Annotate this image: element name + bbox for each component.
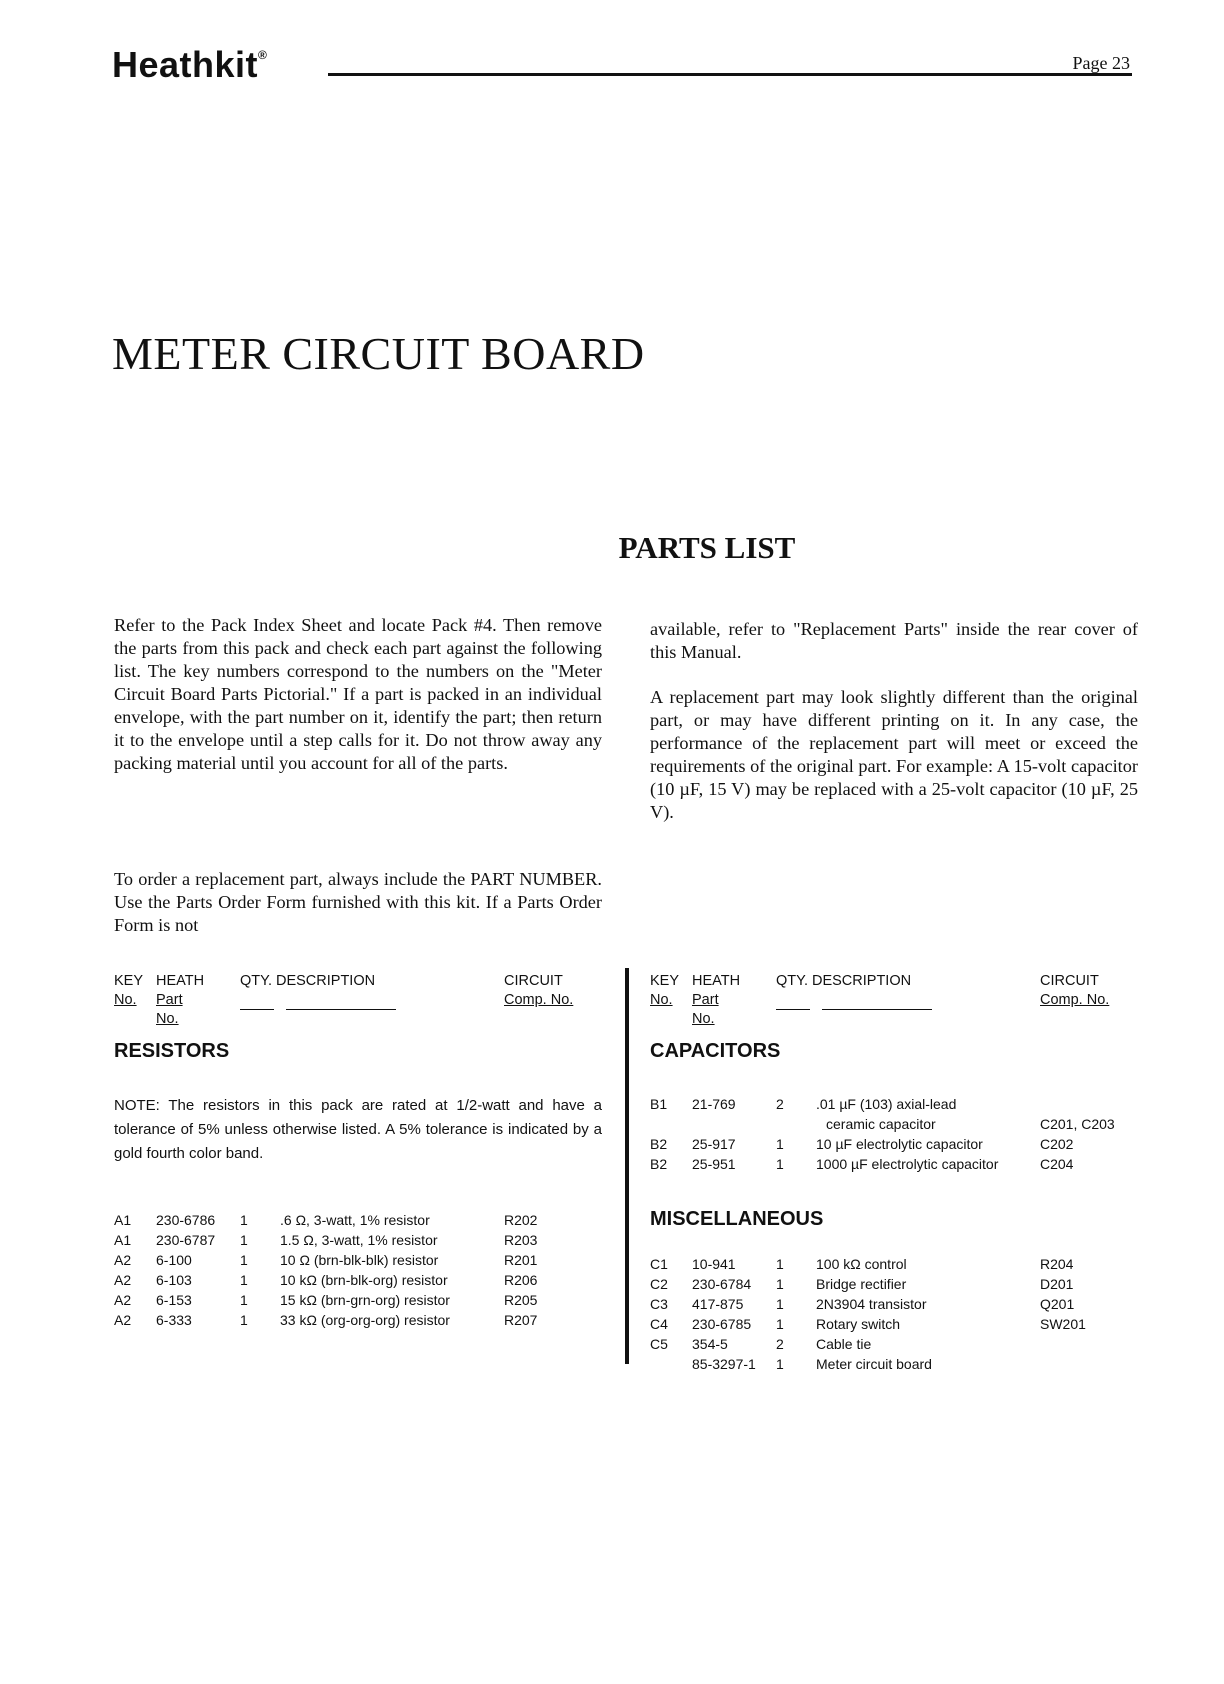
row-desc-continued: ceramic capacitor	[826, 1116, 936, 1132]
row-part: 417-875	[692, 1296, 744, 1312]
col-heath-partno: Part No.	[156, 992, 183, 1027]
row-comp: R205	[504, 1292, 538, 1308]
row-desc: 2N3904 transistor	[816, 1296, 927, 1312]
order-paragraph: To order a replacement part, always include the PART NUMBER. Use the Parts Order Form furnished with this kit. If a Parts Order Form is not	[114, 869, 602, 935]
row-qty: 2	[776, 1096, 784, 1112]
column-divider	[625, 968, 629, 1364]
row-part: 230-6784	[692, 1276, 752, 1292]
row-desc: 10 kΩ (brn-blk-org) resistor	[280, 1272, 448, 1288]
row-qty: 1	[240, 1212, 248, 1228]
row-key: C1	[650, 1256, 668, 1272]
col-circuit-comp: Comp. No.	[1040, 992, 1110, 1008]
table-row	[114, 1290, 604, 1310]
miscellaneous-heading: MISCELLANEOUS	[650, 1208, 824, 1230]
row-comp: D201	[1040, 1276, 1074, 1292]
resistors-note: NOTE: The resistors in this pack are rated at 1/2-watt and have a tolerance of 5% unless otherwise listed. A 5% tolerance is indicated by a gold fourth color band.	[114, 1097, 602, 1162]
row-qty: 1	[240, 1232, 248, 1248]
row-desc: Cable tie	[816, 1336, 872, 1352]
table-row	[650, 1314, 1140, 1334]
row-qty: 1	[776, 1156, 784, 1172]
row-qty: 1	[240, 1252, 248, 1268]
row-part: 230-6787	[156, 1232, 216, 1248]
col-heath: HEATH	[156, 973, 205, 989]
row-qty: 1	[776, 1276, 784, 1292]
row-qty: 1	[776, 1356, 784, 1372]
table-row	[650, 1334, 1140, 1354]
row-qty: 1	[776, 1296, 784, 1312]
row-desc: 10 Ω (brn-blk-blk) resistor	[280, 1252, 439, 1268]
row-comp: C204	[1040, 1156, 1074, 1172]
table-row	[650, 1154, 1140, 1174]
row-key: A2	[114, 1252, 132, 1268]
table-row	[650, 1354, 1140, 1374]
row-key: B1	[650, 1096, 668, 1112]
page-title: METER CIRCUIT BOARD	[112, 328, 645, 379]
capacitors-heading: CAPACITORS	[650, 1040, 781, 1062]
header-rule	[328, 73, 1132, 76]
row-qty: 1	[240, 1312, 248, 1328]
row-part: 10-941	[692, 1256, 736, 1272]
row-qty: 1	[240, 1272, 248, 1288]
replacement-paragraph: A replacement part may look slightly different than the original part, or may have different printing on it. In any case, the performance of the replacement part will meet or exceed the requirements of the original part. For example: A 15-volt capacitor (10 µF, 15 V) may be replaced with a 25-volt capacitor (10 µF, 25 V).	[650, 687, 1138, 822]
row-desc: .6 Ω, 3-watt, 1% resistor	[280, 1212, 430, 1228]
col-circuit: CIRCUIT	[1040, 973, 1099, 989]
row-part: 6-333	[156, 1312, 192, 1328]
page-number: Page 23	[1072, 53, 1130, 73]
table-row-continuation	[650, 1114, 1140, 1134]
row-qty: 2	[776, 1336, 784, 1352]
col-qty-desc: QTY. DESCRIPTION	[240, 973, 376, 989]
row-part: 6-100	[156, 1252, 192, 1268]
table-row	[114, 1250, 604, 1270]
registered-mark: ®	[258, 48, 268, 62]
row-comp: R201	[504, 1252, 538, 1268]
row-desc: Meter circuit board	[816, 1356, 932, 1372]
table-row	[114, 1270, 604, 1290]
row-comp: R206	[504, 1272, 538, 1288]
row-part: 6-103	[156, 1272, 192, 1288]
row-key: B2	[650, 1136, 668, 1152]
col-circuit: CIRCUIT	[504, 973, 563, 989]
table-row	[650, 1254, 1140, 1274]
table-row	[650, 1294, 1140, 1314]
row-desc: 1.5 Ω, 3-watt, 1% resistor	[280, 1232, 438, 1248]
row-part: 25-951	[692, 1156, 736, 1172]
table-row	[650, 1274, 1140, 1294]
row-comp: Q201	[1040, 1296, 1075, 1312]
col-key: KEY	[114, 973, 144, 989]
row-part: 230-6785	[692, 1316, 752, 1332]
row-key: C2	[650, 1276, 668, 1292]
row-key: C3	[650, 1296, 668, 1312]
row-comp: C202	[1040, 1136, 1074, 1152]
table-row	[114, 1310, 604, 1330]
row-desc: 1000 µF electrolytic capacitor	[816, 1156, 999, 1172]
row-qty: 1	[776, 1256, 784, 1272]
row-key: A2	[114, 1312, 132, 1328]
row-desc: 10 µF electrolytic capacitor	[816, 1136, 983, 1152]
col-key-no: No.	[650, 992, 673, 1008]
row-qty: 1	[776, 1316, 784, 1332]
row-comp: R202	[504, 1212, 538, 1228]
row-key: A2	[114, 1272, 132, 1288]
row-desc: 33 kΩ (org-org-org) resistor	[280, 1312, 450, 1328]
col-circuit-comp: Comp. No.	[504, 992, 574, 1008]
row-qty: 1	[776, 1136, 784, 1152]
row-comp: SW201	[1040, 1316, 1086, 1332]
row-key: C4	[650, 1316, 668, 1332]
col-key-no: No.	[114, 992, 137, 1008]
row-desc: .01 µF (103) axial-lead	[816, 1096, 957, 1112]
row-part: 85-3297-1	[692, 1356, 756, 1372]
row-desc: Rotary switch	[816, 1316, 901, 1332]
row-key: A1	[114, 1212, 132, 1228]
row-part: 230-6786	[156, 1212, 216, 1228]
col-heath-partno: Part No.	[692, 992, 719, 1027]
brand-logo	[112, 44, 267, 86]
col-key: KEY	[650, 973, 680, 989]
intro-paragraph: Refer to the Pack Index Sheet and locate Pack #4. Then remove the parts from this pack and check each part against the following list. The key numbers correspond to the numbers on the "Meter Circuit Board Parts Pictorial." If a part is packed in an individual envelope, with the part number on it, identify the part; then return it to the envelope until a step calls for it. Do not throw away any packing material until you account for all of the parts.	[114, 615, 602, 773]
row-key: A2	[114, 1292, 132, 1308]
row-key: C5	[650, 1336, 668, 1352]
row-part: 21-769	[692, 1096, 736, 1112]
order-paragraph-continued: available, refer to "Replacement Parts" inside the rear cover of this Manual.	[650, 619, 1138, 662]
row-key: A1	[114, 1232, 132, 1248]
row-desc: Bridge rectifier	[816, 1276, 907, 1292]
brand-name: Heathkit	[112, 44, 259, 85]
table-row	[650, 1134, 1140, 1154]
row-part: 6-153	[156, 1292, 192, 1308]
col-heath: HEATH	[692, 973, 741, 989]
table-row	[650, 1094, 1140, 1114]
row-comp: R203	[504, 1232, 538, 1248]
row-desc: 15 kΩ (brn-grn-org) resistor	[280, 1292, 450, 1308]
resistors-heading: RESISTORS	[114, 1040, 230, 1062]
row-qty: 1	[240, 1292, 248, 1308]
row-comp: R204	[1040, 1256, 1074, 1272]
table-row	[114, 1210, 604, 1230]
row-part: 354-5	[692, 1336, 728, 1352]
col-qty-desc: QTY. DESCRIPTION	[776, 973, 912, 989]
row-desc: 100 kΩ control	[816, 1256, 907, 1272]
row-key: B2	[650, 1156, 668, 1172]
row-comp: R207	[504, 1312, 538, 1328]
row-part: 25-917	[692, 1136, 736, 1152]
section-title: PARTS LIST	[618, 530, 796, 565]
row-comp: C201, C203	[1040, 1116, 1115, 1132]
table-row	[114, 1230, 604, 1250]
